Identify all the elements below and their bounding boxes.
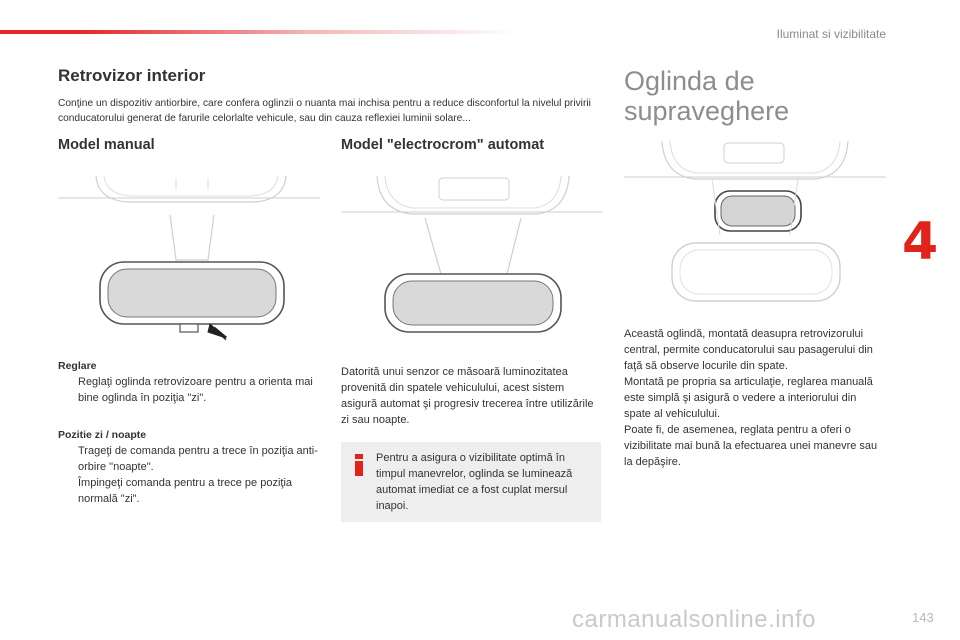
- bullet-icon: [58, 443, 78, 475]
- page-number: 143: [912, 610, 934, 625]
- bullet-icon: [58, 374, 78, 406]
- electrochrom-mirror-illustration: [341, 170, 603, 350]
- daynight-item-text: Împingeţi comanda pentru a trece pe poziţia normală "zi".: [78, 477, 293, 505]
- bullet-icon: [58, 475, 78, 507]
- surveillance-mirror-illustration: [624, 135, 886, 315]
- adjust-item-text: Reglaţi oglinda retrovizoare pentru a orienta mai bine oglinda în poziţia "zi".: [78, 376, 313, 404]
- manual-daynight-section: [58, 427, 320, 507]
- adjust-title: Reglare: [58, 360, 97, 372]
- surveillance-title: Oglinda de supraveghere: [624, 66, 790, 126]
- section-header: Iluminat si vizibilitate: [776, 27, 886, 41]
- manual-adjust-section: [58, 358, 320, 406]
- info-box: [341, 442, 601, 522]
- electro-description: Datorită unui senzor ce măsoară luminozitatea provenită din spatele vehiculului, acest sistem asigură automat şi progresiv trecerea între utilizările zi sau noapte.: [341, 366, 594, 426]
- info-icon: [353, 454, 365, 476]
- daynight-item-text: Trageţi de comanda pentru a trece în poziţia anti-orbire "noapte".: [78, 445, 318, 473]
- page-title: Retrovizor interior: [58, 66, 206, 85]
- daynight-title: Pozitie zi / noapte: [58, 429, 147, 441]
- list-item: [58, 374, 320, 406]
- list-item: [58, 475, 320, 507]
- chapter-number: 4: [902, 212, 939, 272]
- manual-mirror-illustration: [58, 170, 320, 350]
- intro-paragraph: Conţine un dispozitiv antiorbire, care confera oglinzii o nuanta mai inchisa pentru a reduce disconfortul la nivelul privirii conducatorului generat de farurile celorlalte vehicule, sau din cauza reflexiei luminii solare...: [58, 98, 591, 124]
- top-accent-bar: [0, 30, 520, 34]
- surveillance-description: Această oglindă, montată deasupra retrovizorului central, permite conducatorului sau pasagerului din faţă să observe locurile din spate. Montată pe propria sa articulaţie, reglarea manuală este simplă şi asigură o vedere a interiorului din spate al vehiculului. Poate fi, de asemenea, reglata pentru a oferi o vizibilitate mai bună la efectuarea unei manevre sau la depăşire.: [624, 328, 878, 468]
- manual-model-title: Model manual: [58, 137, 155, 153]
- list-item: [58, 443, 320, 475]
- electro-model-title: Model "electrocrom" automat: [341, 137, 545, 153]
- info-text: Pentru a asigura o vizibilitate optimă în timpul manevrelor, oglinda se luminează automat imediat ce a fost cuplat mersul inapoi.: [376, 452, 573, 512]
- watermark: carmanualsonline.info: [572, 606, 816, 633]
